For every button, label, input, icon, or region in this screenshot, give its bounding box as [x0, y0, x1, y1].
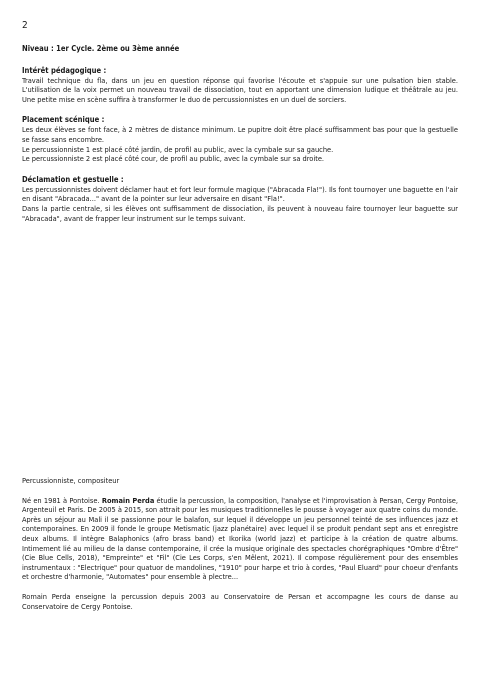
bio-role: Percussionniste, compositeur	[22, 476, 120, 485]
section-paragraph: Les percussionnistes doivent déclamer haut et fort leur formule magique ("Abracada Fla!"). Ils font tournoyer une baguette en l'air en disant "Abracada..." avant de la pointer sur leur adversaire en disant "Fla!".	[22, 184, 458, 204]
page-number: 2	[22, 20, 28, 31]
section-placement	[22, 115, 458, 163]
section-paragraph: Les deux élèves se font face, à 2 mètres de distance minimum. Le pupitre doit être placé suffisamment bas pour que la gestuelle se fasse sans encombre.	[22, 125, 458, 144]
section-paragraph: Dans la partie centrale, si les élèves ont suffisamment de dissociation, ils peuvent à nouveau faire tournoyer leur baguette sur "Abracada", avant de frapper leur instrument sur le temps suivant.	[22, 203, 458, 223]
section-interet	[22, 66, 458, 105]
section-paragraph: Le percussionniste 2 est placé côté cour, de profil au public, avec la cymbale sur sa droite.	[22, 154, 325, 164]
section-heading: Intérêt pédagogique :	[22, 65, 107, 75]
section-heading: Placement scénique :	[22, 115, 105, 125]
bio-paragraph	[22, 496, 458, 582]
section-paragraph: Le percussionniste 1 est placé côté jardin, de profil au public, avec la cymbale sur sa gauche.	[22, 144, 334, 154]
section-paragraph: Travail technique du fla, dans un jeu en question réponse qui favorise l'écoute et s'appuie sur une pulsation bien stable. L'utilisation de la voix permet un nouveau travail de dissociation, tout en apportant une dimension ludique et théâtrale au jeu. Une petite mise en scène suffira à transformer le duo de percussionnistes en un duel de sorciers.	[22, 75, 458, 104]
bio-text: Né en 1981 à Pontoise.	[22, 495, 102, 505]
pedagogy-notes	[22, 44, 458, 234]
section-declamation	[22, 175, 458, 223]
composer-bio	[22, 476, 458, 621]
bio-text: étudie la percussion, la composition, l'analyse et l'improvisation à Persan, Cergy Pontoise, Argenteuil et Paris. De 2005 à 2015, son attrait pour les musiques traditionnelles le pousse à voyager aux quatre coins du monde. Après un séjour au Mali il se passionne pour le balafon, sur lequel il développe un jeu personnel teinté de ses influences jazz et contemporaines. En 2009 il fonde le groupe Metismatic (jazz planétaire) avec lequel il se produit pendant sept ans et enregistre deux albums. Il intègre Balaphonics (afro brass band) et Ikorika (world jazz) et participe à la création de quatre albums. Intimement lié au milieu de la danse contemporaine, il crée la musique originale des spectacles chorégraphiques "Ombre d'Être" (Cie Blue Cells, 2018), "Empreinte" et "Fil" (Cie Les Corps, s'en Mêlent, 2021). Il compose régulièrement pour des ensembles instrumentaux : "Electrique" pour quatuor de mandolines, "1910" pour harpe et trio à cordes, "Paul Eluard" pour choeur d'enfants et orchestre d'harmonie, "Automates" pour ensemble à plectre...	[22, 495, 458, 582]
section-heading: Déclamation et gestuelle :	[22, 174, 124, 184]
bio-paragraph: Romain Perda enseigne la percussion depuis 2003 au Conservatoire de Persan et accompagne les cours de danse au Conservatoire de Cergy Pontoise.	[22, 591, 458, 611]
level-line: Niveau : 1er Cycle. 2ème ou 3ème année	[22, 44, 180, 53]
composer-name: Romain Perda	[101, 495, 155, 505]
